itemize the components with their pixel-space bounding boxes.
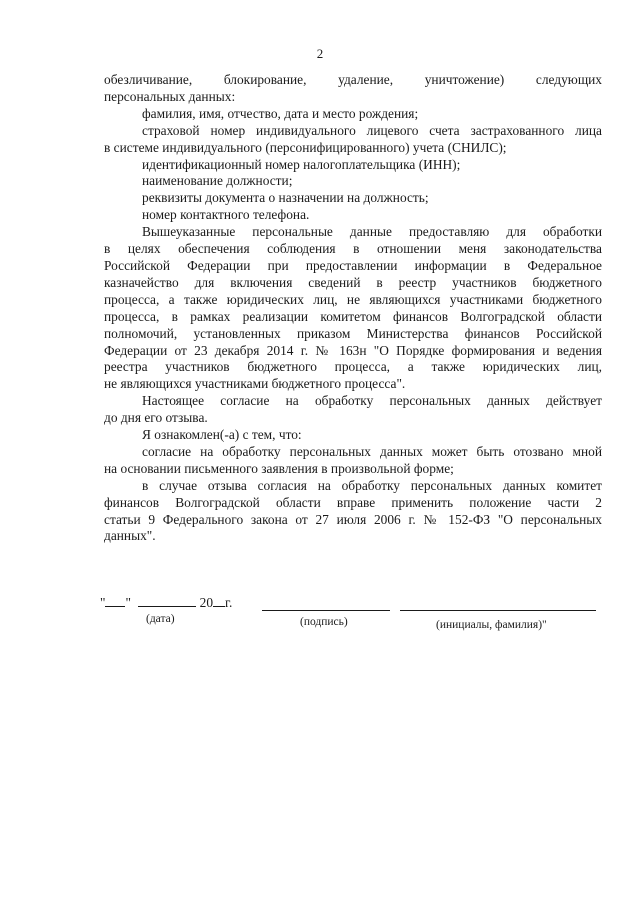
document-body	[104, 72, 602, 545]
text-line: наименование должности;	[142, 173, 293, 189]
date-open-quote: "	[100, 595, 106, 610]
text-line: Настоящее согласие на обработку персональных данных действует	[142, 393, 602, 409]
text-line: в целях обеспечения соблюдения в отношении меня законодательства	[104, 241, 602, 257]
year-prefix: 20	[199, 595, 214, 610]
text-line: данных".	[104, 528, 156, 544]
text-line: полномочий, установленных приказом Министерства финансов Российской	[104, 325, 602, 341]
text-line: статьи 9 Федерального закона от 27 июля 2006 г. № 152-ФЗ "О персональных	[104, 511, 602, 527]
date-label: (дата)	[146, 613, 175, 625]
text-line: реквизиты документа о назначении на должность;	[142, 190, 429, 206]
text-line: персональных данных:	[104, 88, 236, 104]
text-line: реестра участников бюджетного процесса, а также юридических лиц,	[104, 359, 602, 375]
month-blank[interactable]	[138, 594, 196, 607]
text-line: на основании письменного заявления в произвольной форме;	[104, 460, 454, 476]
text-line: процесса, в рамках реализации комитетом финансов Волгоградской области	[104, 308, 602, 324]
text-line: казначейство для включения сведений в реестр участников бюджетного	[104, 274, 602, 290]
text-line: финансов Волгоградской области вправе применить положение части 2	[104, 494, 602, 510]
text-line: идентификационный номер налогоплательщика (ИНН);	[142, 156, 461, 172]
page-number: 2	[316, 46, 324, 61]
name-label: (инициалы, фамилия)"	[436, 619, 547, 631]
year-suffix: г.	[225, 595, 233, 610]
year-blank[interactable]	[213, 594, 225, 607]
date-field[interactable]	[100, 594, 232, 611]
signature-label: (подпись)	[300, 616, 348, 628]
day-blank[interactable]	[105, 594, 125, 607]
text-line: согласие на обработку персональных данных может быть отозвано мной	[142, 443, 602, 459]
signature-blank[interactable]	[262, 598, 390, 611]
text-line: процесса, а также юридических лиц, не являющихся участниками бюджетного	[104, 291, 602, 307]
text-line: до дня его отзыва.	[104, 410, 208, 426]
date-close-quote: "	[125, 595, 131, 610]
text-line: в случае отзыва согласия на обработку персональных данных комитет	[142, 477, 602, 493]
text-line: номер контактного телефона.	[142, 207, 310, 223]
name-blank[interactable]	[400, 598, 596, 611]
text-line: Вышеуказанные персональные данные предоставляю для обработки	[142, 224, 602, 240]
text-line: Федерации от 23 декабря 2014 г. № 163н "О Порядке формирования и ведения	[104, 342, 602, 358]
text-line: страховой номер индивидуального лицевого счета застрахованного лица	[142, 122, 602, 138]
text-line: Российской Федерации при предоставлении информации в Федеральное	[104, 257, 602, 273]
text-line: Я ознакомлен(-а) с тем, что:	[142, 427, 302, 443]
text-line: фамилия, имя, отчество, дата и место рождения;	[142, 105, 419, 121]
text-line: не являющихся участниками бюджетного процесса".	[104, 376, 406, 392]
text-line: обезличивание, блокирование, удаление, уничтожение) следующих	[104, 72, 602, 87]
text-line: в системе индивидуального (персонифицированного) учета (СНИЛС);	[104, 139, 507, 155]
